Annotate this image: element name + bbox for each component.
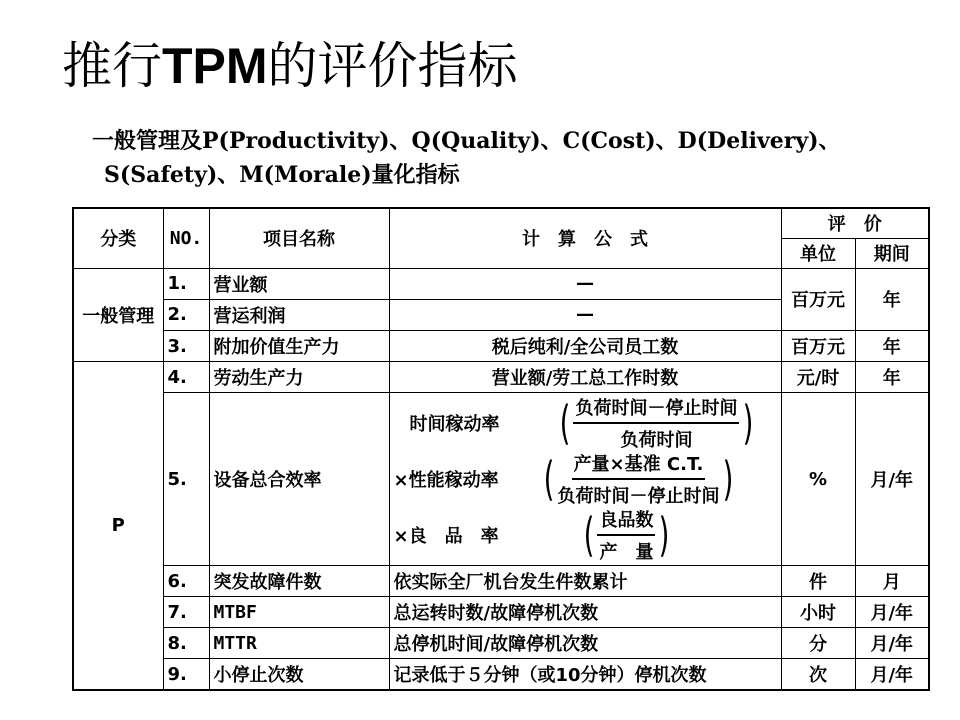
subtitle-line-2: S(Safety)、M(Morale)量化指标 <box>104 162 460 188</box>
row-period: 月/年 <box>855 659 929 690</box>
row-formula: 营业额/劳工总工作时数 <box>389 362 781 393</box>
row-period: 年 <box>855 331 929 362</box>
kpi-table <box>72 207 930 691</box>
row-unit: 分 <box>781 628 855 659</box>
row-unit: 百万元 <box>781 331 855 362</box>
row-formula: 总停机时间/故障停机次数 <box>389 628 781 659</box>
row-unit: 小时 <box>781 597 855 628</box>
row-unit: % <box>781 393 855 566</box>
row-item: MTTR <box>209 628 389 659</box>
oee-perf-row <box>393 452 777 508</box>
oee-quality-row <box>393 508 777 564</box>
row-no: 3. <box>163 331 209 362</box>
header-period: 期间 <box>855 238 929 268</box>
row-period: 年 <box>855 362 929 393</box>
oee-quality-fraction <box>597 506 655 564</box>
row-no: 2. <box>163 299 209 330</box>
row-formula: 依实际全厂机台发生件数累计 <box>389 565 781 596</box>
row-period: 月/年 <box>855 597 929 628</box>
paren-open: ( <box>583 508 594 563</box>
paren-open: ( <box>543 452 554 507</box>
header-item: 项目名称 <box>209 208 389 268</box>
table-row <box>73 268 929 299</box>
oee-time-fraction <box>573 394 739 452</box>
group-general: 一般管理 <box>73 268 163 361</box>
title-latin: TPM <box>162 38 268 94</box>
row-item: 突发故障件数 <box>209 565 389 596</box>
row-period: 月/年 <box>855 628 929 659</box>
row-formula: 税后纯利/全公司员工数 <box>389 331 781 362</box>
row-item: 设备总合效率 <box>209 393 389 566</box>
oee-quality-denominator: 产 量 <box>599 542 654 564</box>
row-item: 营业额 <box>209 268 389 299</box>
row-item: 小停止次数 <box>209 659 389 690</box>
table-row <box>73 628 929 659</box>
header-eval: 评 价 <box>781 208 929 238</box>
header-no: NO. <box>163 208 209 268</box>
oee-quality-label: ×良 品 率 <box>393 526 499 548</box>
oee-time-label: 时间稼动率 <box>409 414 500 436</box>
row-no: 1. <box>163 268 209 299</box>
row-no: 6. <box>163 565 209 596</box>
row-item: 劳动生产力 <box>209 362 389 393</box>
oee-formula <box>389 393 781 566</box>
oee-time-row <box>394 396 777 452</box>
header-unit: 单位 <box>781 238 855 268</box>
row-unit: 百万元 <box>781 268 855 330</box>
row-item: 营运利润 <box>209 299 389 330</box>
row-no: 9. <box>163 659 209 690</box>
row-item: MTBF <box>209 597 389 628</box>
table-row <box>73 565 929 596</box>
oee-time-denominator: 负荷时间 <box>620 430 693 452</box>
row-formula: — <box>389 299 781 330</box>
paren-open: ( <box>559 396 570 451</box>
row-period: 月/年 <box>855 393 929 566</box>
title-pre: 推行 <box>62 37 162 95</box>
table-row <box>73 597 929 628</box>
row-no: 4. <box>163 362 209 393</box>
table-row <box>73 331 929 362</box>
row-no: 5. <box>163 393 209 566</box>
row-no: 8. <box>163 628 209 659</box>
row-unit: 元/时 <box>781 362 855 393</box>
title-post: 的评价指标 <box>267 37 518 95</box>
oee-perf-fraction <box>557 450 719 508</box>
group-p: P <box>73 362 163 690</box>
row-formula: — <box>389 268 781 299</box>
row-unit: 次 <box>781 659 855 690</box>
row-formula: 记录低于５分钟（或10分钟）停机次数 <box>389 659 781 690</box>
slide-subtitle <box>92 124 841 192</box>
table-row <box>73 362 929 393</box>
row-unit: 件 <box>781 565 855 596</box>
paren-close: ) <box>743 396 754 451</box>
row-period: 月 <box>855 565 929 596</box>
oee-perf-denominator: 负荷时间－停止时间 <box>557 486 720 508</box>
slide-title <box>62 34 518 98</box>
oee-perf-label: ×性能稼动率 <box>393 470 499 492</box>
oee-quality-numerator: 良品数 <box>597 506 655 536</box>
table-row <box>73 393 929 566</box>
row-formula: 总运转时数/故障停机次数 <box>389 597 781 628</box>
paren-close: ) <box>723 452 734 507</box>
row-item: 附加价值生产力 <box>209 331 389 362</box>
row-period: 年 <box>855 268 929 330</box>
table-row <box>73 659 929 690</box>
oee-perf-numerator: 产量×基准 C.T. <box>572 450 706 480</box>
header-category: 分类 <box>73 208 163 268</box>
row-no: 7. <box>163 597 209 628</box>
oee-time-numerator: 负荷时间－停止时间 <box>573 394 739 424</box>
header-formula: 计 算 公 式 <box>389 208 781 268</box>
subtitle-line-1: 一般管理及P(Productivity)、Q(Quality)、C(Cost)、D(Delivery)、 <box>92 128 841 154</box>
paren-close: ) <box>659 508 670 563</box>
